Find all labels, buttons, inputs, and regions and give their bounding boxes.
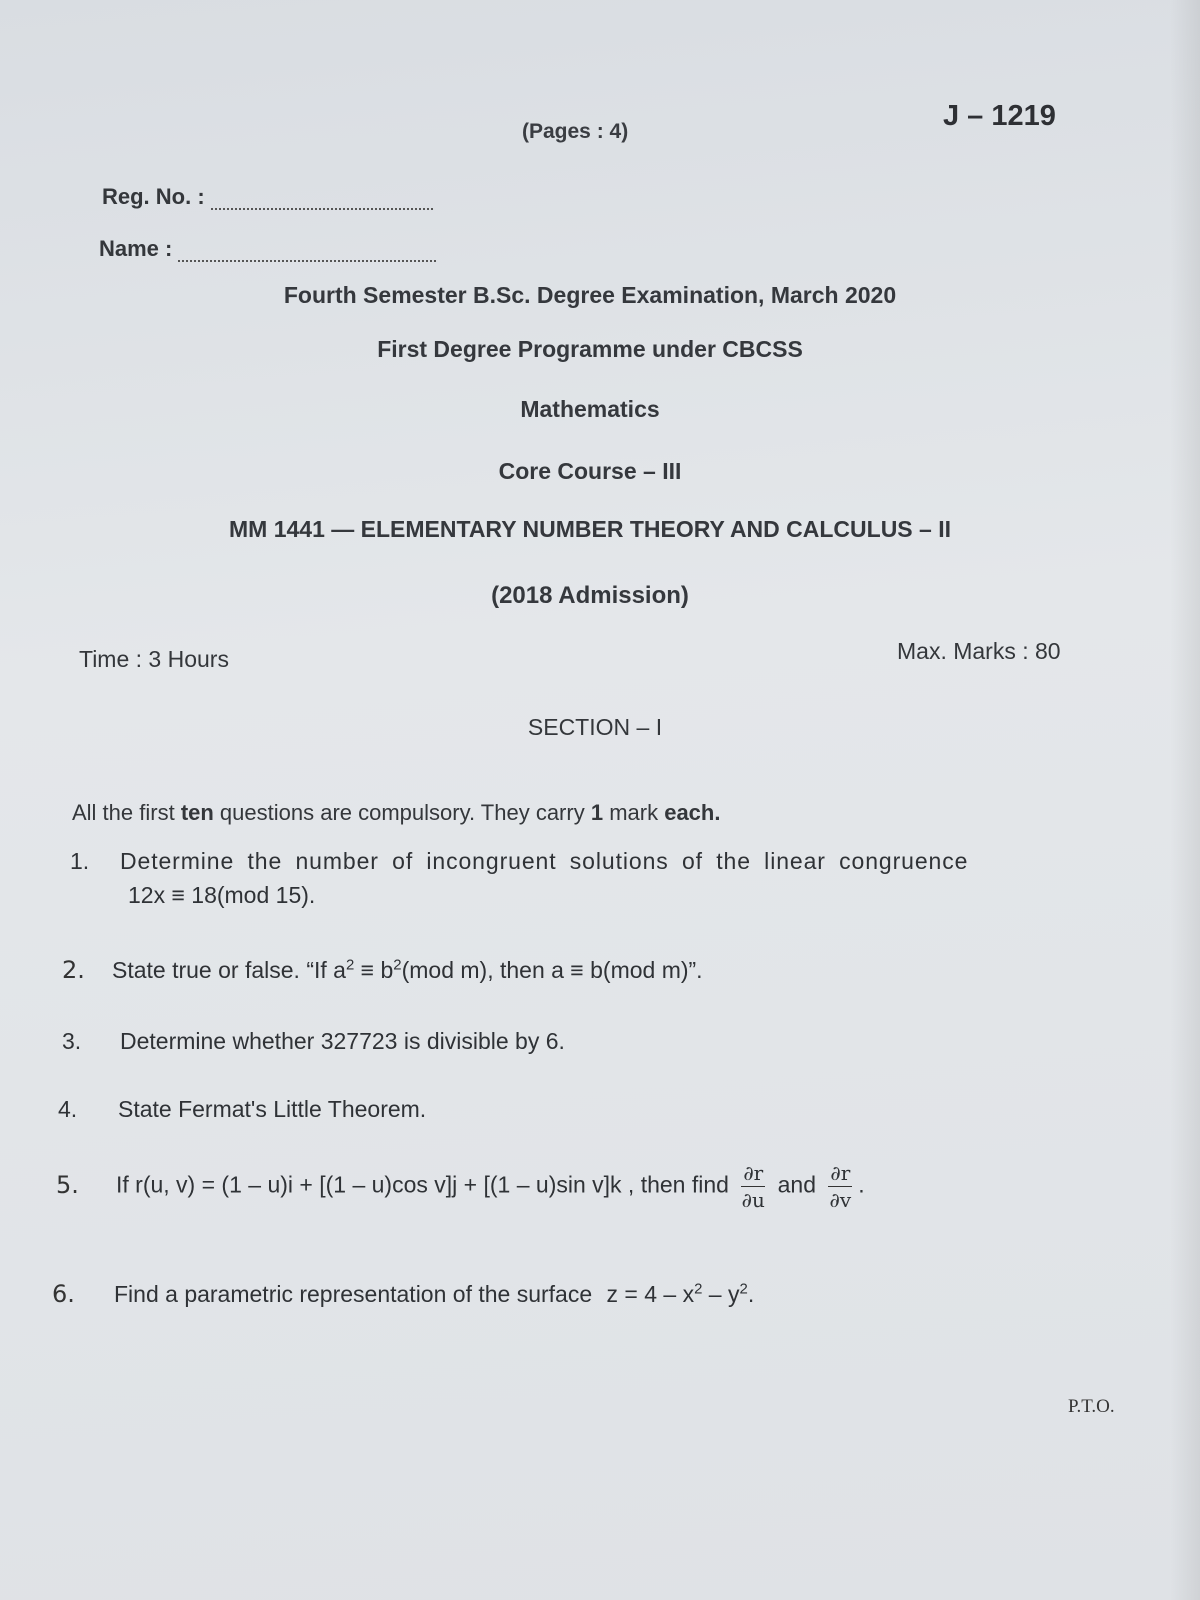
question-text: State true or false. “If a (112, 957, 346, 983)
fraction-denominator: ∂v (829, 1188, 852, 1212)
partial-derivative-u (741, 1160, 765, 1213)
question-3 (62, 1028, 565, 1055)
instruction-bold-each: each. (664, 800, 721, 825)
please-turn-over: P.T.O. (1068, 1396, 1115, 1417)
section-instruction (72, 800, 720, 826)
name-dotted-line (178, 242, 436, 262)
instruction-part: questions are compulsory. They carry (213, 800, 591, 825)
superscript: 2 (393, 956, 402, 974)
question-number: 3. (62, 1028, 82, 1054)
instruction-part: All the first (72, 800, 181, 825)
paper-code: J – 1219 (943, 100, 1056, 132)
question-2 (62, 956, 703, 984)
question-text: State Fermat's Little Theorem. (118, 1096, 427, 1122)
question-number: 6. (52, 1280, 75, 1308)
question-text: If r(u, v) = (1 – u)i + [(1 – u)cos v]j + [(1 – u)sin v]k , then find (116, 1171, 729, 1198)
reg-no-field (102, 184, 433, 210)
instruction-bold-ten: ten (180, 800, 214, 825)
question-1-equation: 12x ≡ 18(mod 15). (128, 882, 316, 908)
admission-year: (2018 Admission) (491, 582, 689, 609)
fraction-numerator: ∂r (830, 1161, 851, 1185)
question-text: and (777, 1171, 816, 1198)
partial-derivative-v (828, 1160, 852, 1213)
name-field (99, 236, 436, 262)
question-number: 5. (56, 1170, 79, 1199)
fraction-numerator: ∂r (743, 1161, 764, 1185)
paper-title: MM 1441 — ELEMENTARY NUMBER THEORY AND CALCULUS – II (228, 516, 952, 542)
section-title: SECTION – I (527, 714, 663, 740)
question-6 (52, 1280, 754, 1308)
max-marks-label: Max. Marks : 80 (897, 638, 1061, 664)
page-edge-shadow (1170, 0, 1200, 1600)
pages-count: (Pages : 4) (522, 120, 629, 143)
instruction-bold-one: 1 (590, 800, 604, 825)
question-text: Determine the number of incongruent solutions of the linear congruence (120, 848, 969, 874)
course-title: Core Course – III (498, 458, 682, 484)
instruction-part: mark (603, 800, 665, 825)
time-label: Time : 3 Hours (79, 646, 229, 672)
subject-title: Mathematics (520, 396, 660, 422)
question-number: 2. (62, 956, 85, 984)
question-text: Determine whether 327723 is divisible by 6. (120, 1028, 565, 1054)
reg-no-label: Reg. No. : (102, 184, 205, 209)
question-4 (58, 1096, 426, 1123)
fraction-denominator: ∂u (741, 1188, 765, 1212)
name-label: Name : (99, 236, 173, 261)
exam-title: Fourth Semester B.Sc. Degree Examination, March 2020 (283, 282, 897, 308)
question-text: ≡ b (354, 957, 394, 983)
programme-title: First Degree Programme under CBCSS (377, 336, 803, 362)
question-5: 5. If r(u, v) = (1 – u)i + [(1 – u)cos v]j + [(1 – u)sin v]k , then find $\frac{\partial r}{\partial u}$ and $\frac{\partial r}{\partial v}$ . (56, 1161, 865, 1212)
question-number: 4. (58, 1096, 78, 1122)
question-number: 1. (70, 848, 90, 874)
reg-no-dotted-line (211, 190, 433, 210)
surface-equation: $z = 4 - x^2 - y^2$. (606, 1280, 755, 1307)
superscript: 2 (345, 956, 355, 974)
question-1 (70, 848, 968, 875)
question-text: Find a parametric representation of the surface (114, 1281, 593, 1307)
question-text: (mod m), then a ≡ b(mod m)”. (401, 957, 703, 983)
